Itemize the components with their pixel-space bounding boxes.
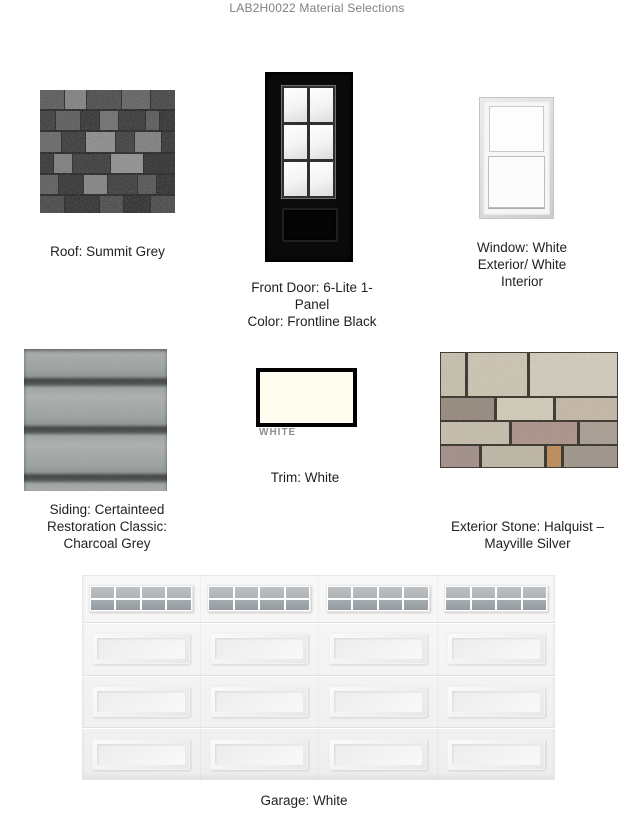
- roof-shingle-tab-row: [40, 154, 175, 173]
- roof-shingle-tab: [124, 196, 150, 213]
- stone-block: [441, 422, 509, 445]
- door-glass-pane: [310, 162, 333, 196]
- stone-label-line: Mayville Silver: [484, 536, 571, 551]
- door-glass-pane: [284, 125, 307, 159]
- window-upper-sash: [489, 106, 544, 152]
- roof-shingle-tab: [100, 196, 124, 213]
- garage-section-cell: [318, 728, 437, 780]
- front-door-label-line: Front Door: 6-Lite 1-: [251, 280, 373, 295]
- front-door-label: [238, 279, 386, 330]
- garage-window-pane: [523, 600, 547, 611]
- stone-block: [530, 353, 617, 396]
- stone-block-row: [441, 446, 617, 467]
- roof-shingle-tab: [108, 175, 137, 194]
- stone-block: [482, 446, 544, 467]
- garage-panel-inset: [97, 691, 185, 712]
- garage-panel: [92, 686, 190, 717]
- garage-window-pane: [286, 600, 310, 611]
- garage-section-cell: [82, 676, 200, 728]
- stone-block: [512, 422, 577, 445]
- door-glass-grid: [281, 85, 336, 199]
- garage-panel-inset: [334, 744, 422, 765]
- stone-block-row: [441, 353, 617, 396]
- garage-window-pane: [260, 600, 284, 611]
- roof-shingle-tab: [62, 132, 85, 151]
- roof-shingle-tab: [65, 90, 86, 109]
- door-glass-pane: [284, 88, 307, 122]
- stone-block-row: [441, 398, 617, 420]
- garage-panel: [447, 686, 545, 717]
- garage-panel: [210, 686, 308, 717]
- garage-window-pane: [328, 587, 352, 598]
- roof-shingle-tab: [144, 154, 175, 173]
- roof-shingle-tab: [56, 111, 79, 130]
- garage-section-cell: [82, 575, 200, 622]
- roof-shingle-tab: [160, 111, 175, 130]
- garage-window-pane: [523, 587, 547, 598]
- garage-panel-row: [82, 727, 555, 780]
- garage-window-pane: [209, 587, 233, 598]
- garage-window-pane: [353, 600, 377, 611]
- stone-block: [441, 353, 465, 396]
- roof-label-line: Roof: Summit Grey: [50, 244, 165, 259]
- garage-section-cell: [437, 728, 556, 780]
- garage-panel: [210, 633, 308, 664]
- roof-shingle-tab: [59, 175, 82, 194]
- garage-window-pane: [116, 587, 140, 598]
- roof-shingle-tab-row: [40, 90, 175, 109]
- garage-panel: [92, 633, 190, 664]
- roof-shingle-tab-row: [40, 196, 175, 213]
- garage-window-pane: [142, 587, 166, 598]
- stone-label-line: Exterior Stone: Halquist –: [450, 519, 605, 534]
- garage-window-pane: [404, 600, 428, 611]
- roof-shingle-tab: [146, 111, 159, 130]
- garage-panel-inset: [452, 744, 540, 765]
- garage-panel-inset: [452, 638, 540, 659]
- front-door-label-line: Color: Frontline Black: [247, 314, 377, 329]
- garage-window-row: [82, 575, 555, 622]
- garage-panel: [329, 633, 427, 664]
- garage-section-cell: [200, 575, 319, 622]
- garage-panel: [92, 739, 190, 770]
- garage-window-pane: [209, 600, 233, 611]
- door-glass-pane: [310, 88, 333, 122]
- roof-shingle-tab: [122, 90, 151, 109]
- garage-window-group: [89, 585, 193, 612]
- roof-label: [20, 243, 195, 260]
- roof-shingle-tab: [54, 154, 72, 173]
- garage-window-group: [444, 585, 548, 612]
- garage-panel: [329, 686, 427, 717]
- roof-shingle-tab: [86, 132, 115, 151]
- roof-shingle-tab: [40, 90, 64, 109]
- siding-label-line: Siding: Certainteed: [49, 502, 165, 517]
- garage-section-cell: [437, 575, 556, 622]
- garage-window-pane: [91, 587, 115, 598]
- garage-section-cell: [318, 575, 437, 622]
- garage-door-image: [82, 575, 555, 780]
- stone-block: [547, 446, 560, 467]
- roof-shingle-tab: [81, 111, 99, 130]
- garage-window-pane: [91, 600, 115, 611]
- roof-shingle-tab: [87, 90, 121, 109]
- trim-swatch-text: WHITE: [259, 427, 297, 438]
- door-bottom-panel: [282, 208, 338, 242]
- window-label-line: Interior: [500, 274, 544, 289]
- garage-section-cell: [437, 623, 556, 675]
- roof-shingle-tab: [135, 132, 161, 151]
- page-title: LAB2H0022 Material Selections: [229, 1, 405, 15]
- garage-label-line: Garage: White: [260, 793, 348, 808]
- garage-panel-inset: [215, 691, 303, 712]
- garage-section-cell: [200, 623, 319, 675]
- grain-texture-overlay: [24, 349, 167, 491]
- stone-block-tiles: [440, 352, 618, 468]
- roof-shingle-tab: [40, 196, 64, 213]
- garage-panel-inset: [334, 638, 422, 659]
- window-image: [479, 97, 554, 219]
- garage-panel-row: [82, 675, 555, 728]
- trim-label-line: Trim: White: [270, 470, 340, 485]
- roof-shingle-tab: [40, 154, 53, 173]
- garage-window-pane: [446, 587, 470, 598]
- garage-panel-inset: [215, 744, 303, 765]
- garage-window-pane: [472, 600, 496, 611]
- roof-swatch-image: [40, 90, 175, 213]
- garage-window-pane: [497, 600, 521, 611]
- garage-window-pane: [142, 600, 166, 611]
- roof-shingle-tab: [151, 196, 175, 213]
- stone-block: [441, 398, 494, 420]
- garage-window-pane: [235, 587, 259, 598]
- garage-panel-inset: [452, 691, 540, 712]
- garage-section-cell: [200, 676, 319, 728]
- stone-block: [564, 446, 617, 467]
- roof-shingle-tab: [151, 90, 175, 109]
- siding-label: [18, 501, 196, 552]
- roof-shingle-tab: [119, 111, 145, 130]
- siding-label-line: Restoration Classic:: [46, 519, 168, 534]
- roof-shingle-tab-row: [40, 175, 175, 194]
- stone-block: [556, 398, 617, 420]
- garage-panel: [447, 633, 545, 664]
- garage-window-pane: [328, 600, 352, 611]
- stone-block: [441, 446, 479, 467]
- stone-block: [497, 398, 553, 420]
- stone-block: [468, 353, 528, 396]
- garage-window-pane: [167, 600, 191, 611]
- siding-swatch-image: [24, 349, 167, 491]
- window-label: [452, 239, 592, 290]
- roof-shingle-tab: [84, 175, 107, 194]
- garage-window-pane: [446, 600, 470, 611]
- roof-shingle-tab: [65, 196, 99, 213]
- garage-window-pane: [353, 587, 377, 598]
- garage-window-pane: [235, 600, 259, 611]
- garage-window-pane: [286, 587, 310, 598]
- garage-window-pane: [167, 587, 191, 598]
- garage-window-pane: [379, 587, 403, 598]
- roof-shingle-tab: [162, 132, 175, 151]
- door-glass-pane: [310, 125, 333, 159]
- roof-shingle-tab: [40, 132, 61, 151]
- garage-section-cell: [318, 623, 437, 675]
- trim-label: [240, 469, 370, 486]
- garage-section-cell: [82, 623, 200, 675]
- stone-swatch-image: [440, 352, 618, 468]
- door-glass-pane: [284, 162, 307, 196]
- roof-shingle-tab: [157, 175, 175, 194]
- garage-panel-row: [82, 622, 555, 675]
- garage-panel-inset: [215, 638, 303, 659]
- garage-panel: [329, 739, 427, 770]
- trim-swatch-image: [256, 368, 357, 427]
- roof-shingle-tiles: [40, 90, 175, 213]
- roof-shingle-tab: [40, 175, 58, 194]
- window-label-line: Window: White: [476, 240, 568, 255]
- roof-shingle-tab: [100, 111, 118, 130]
- garage-window-group: [207, 585, 311, 612]
- garage-window-pane: [472, 587, 496, 598]
- roof-shingle-tab: [73, 154, 110, 173]
- roof-shingle-tab: [116, 132, 134, 151]
- front-door-label-line: Panel: [294, 297, 330, 312]
- garage-panel-inset: [97, 744, 185, 765]
- roof-shingle-tab: [138, 175, 156, 194]
- roof-shingle-tab: [111, 154, 142, 173]
- garage-window-pane: [379, 600, 403, 611]
- stone-block: [580, 422, 617, 445]
- window-frame: [483, 101, 550, 215]
- garage-window-pane: [497, 587, 521, 598]
- garage-panel: [447, 739, 545, 770]
- window-label-line: Exterior/ White: [477, 257, 567, 272]
- stone-block-row: [441, 422, 617, 445]
- garage-window-pane: [260, 587, 284, 598]
- garage-door-sections: [82, 575, 555, 780]
- garage-panel: [210, 739, 308, 770]
- garage-panel-inset: [334, 691, 422, 712]
- garage-window-pane: [404, 587, 428, 598]
- roof-shingle-tab-row: [40, 111, 175, 130]
- garage-section-cell: [82, 728, 200, 780]
- front-door-image: [265, 72, 353, 262]
- garage-section-cell: [200, 728, 319, 780]
- roof-shingle-tab-row: [40, 132, 175, 151]
- garage-section-cell: [437, 676, 556, 728]
- siding-label-line: Charcoal Grey: [63, 536, 151, 551]
- stone-label: [425, 518, 630, 552]
- window-lower-sash: [488, 156, 545, 208]
- garage-section-cell: [318, 676, 437, 728]
- garage-label: [230, 792, 378, 809]
- garage-window-group: [326, 585, 430, 612]
- roof-shingle-tab: [40, 111, 55, 130]
- garage-panel-inset: [97, 638, 185, 659]
- garage-window-pane: [116, 600, 140, 611]
